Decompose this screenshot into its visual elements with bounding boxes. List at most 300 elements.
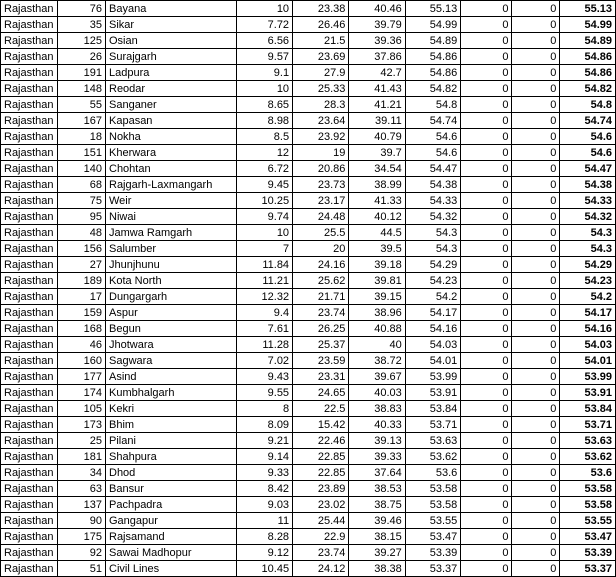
value-cell: 38.53 (349, 481, 405, 497)
value-cell: 39.81 (349, 273, 405, 289)
constituency-cell: Gangapur (106, 513, 237, 529)
value-cell: 53.63 (405, 433, 461, 449)
serial-cell: 51 (57, 561, 105, 577)
value-cell: 0 (461, 129, 512, 145)
state-cell: Rajasthan (1, 17, 58, 33)
value-cell: 10 (236, 81, 292, 97)
value-cell: 8 (236, 401, 292, 417)
total-cell: 54.99 (560, 17, 616, 33)
value-cell: 53.71 (405, 417, 461, 433)
total-cell: 54.74 (560, 113, 616, 129)
value-cell: 40 (349, 337, 405, 353)
value-cell: 0 (461, 81, 512, 97)
value-cell: 37.64 (349, 465, 405, 481)
value-cell: 39.67 (349, 369, 405, 385)
total-cell: 53.91 (560, 385, 616, 401)
serial-cell: 92 (57, 545, 105, 561)
value-cell: 8.98 (236, 113, 292, 129)
serial-cell: 26 (57, 49, 105, 65)
value-cell: 7 (236, 241, 292, 257)
constituency-cell: Dungargarh (106, 289, 237, 305)
value-cell: 39.33 (349, 449, 405, 465)
value-cell: 6.72 (236, 161, 292, 177)
table-row (1, 417, 616, 433)
value-cell: 24.16 (293, 257, 349, 273)
value-cell: 54.47 (405, 161, 461, 177)
constituency-cell: Pilani (106, 433, 237, 449)
total-cell: 54.86 (560, 49, 616, 65)
value-cell: 8.5 (236, 129, 292, 145)
table-row (1, 97, 616, 113)
value-cell: 0 (461, 305, 512, 321)
table-row (1, 497, 616, 513)
value-cell: 11 (236, 513, 292, 529)
table-row (1, 49, 616, 65)
value-cell: 22.85 (293, 449, 349, 465)
serial-cell: 55 (57, 97, 105, 113)
value-cell: 9.1 (236, 65, 292, 81)
table-row (1, 305, 616, 321)
value-cell: 0 (461, 433, 512, 449)
value-cell: 24.65 (293, 385, 349, 401)
total-cell: 54.82 (560, 81, 616, 97)
value-cell: 0 (461, 449, 512, 465)
value-cell: 23.02 (293, 497, 349, 513)
value-cell: 0 (512, 305, 560, 321)
total-cell: 54.6 (560, 129, 616, 145)
value-cell: 0 (512, 241, 560, 257)
state-cell: Rajasthan (1, 545, 58, 561)
total-cell: 54.8 (560, 97, 616, 113)
value-cell: 39.13 (349, 433, 405, 449)
value-cell: 0 (512, 177, 560, 193)
value-cell: 41.33 (349, 193, 405, 209)
value-cell: 0 (512, 65, 560, 81)
serial-cell: 159 (57, 305, 105, 321)
value-cell: 54.86 (405, 65, 461, 81)
value-cell: 0 (512, 545, 560, 561)
table-row (1, 241, 616, 257)
value-cell: 0 (461, 97, 512, 113)
serial-cell: 34 (57, 465, 105, 481)
value-cell: 28.3 (293, 97, 349, 113)
value-cell: 9.55 (236, 385, 292, 401)
value-cell: 26.46 (293, 17, 349, 33)
value-cell: 38.75 (349, 497, 405, 513)
state-cell: Rajasthan (1, 177, 58, 193)
value-cell: 54.32 (405, 209, 461, 225)
total-cell: 53.55 (560, 513, 616, 529)
value-cell: 0 (461, 113, 512, 129)
value-cell: 53.62 (405, 449, 461, 465)
serial-cell: 148 (57, 81, 105, 97)
value-cell: 27.9 (293, 65, 349, 81)
value-cell: 44.5 (349, 225, 405, 241)
state-cell: Rajasthan (1, 145, 58, 161)
value-cell: 0 (461, 65, 512, 81)
state-cell: Rajasthan (1, 337, 58, 353)
value-cell: 11.84 (236, 257, 292, 273)
value-cell: 0 (461, 257, 512, 273)
value-cell: 23.38 (293, 1, 349, 17)
constituency-cell: Kapasan (106, 113, 237, 129)
value-cell: 0 (461, 209, 512, 225)
value-cell: 0 (461, 33, 512, 49)
value-cell: 0 (461, 513, 512, 529)
value-cell: 10.25 (236, 193, 292, 209)
table-row (1, 449, 616, 465)
serial-cell: 174 (57, 385, 105, 401)
value-cell: 8.28 (236, 529, 292, 545)
value-cell: 38.83 (349, 401, 405, 417)
value-cell: 54.16 (405, 321, 461, 337)
value-cell: 0 (512, 193, 560, 209)
value-cell: 0 (461, 529, 512, 545)
constituency-cell: Jamwa Ramgarh (106, 225, 237, 241)
table-row (1, 353, 616, 369)
value-cell: 0 (512, 433, 560, 449)
state-cell: Rajasthan (1, 465, 58, 481)
state-cell: Rajasthan (1, 481, 58, 497)
value-cell: 0 (512, 145, 560, 161)
value-cell: 0 (461, 401, 512, 417)
table-row (1, 257, 616, 273)
state-cell: Rajasthan (1, 33, 58, 49)
total-cell: 53.47 (560, 529, 616, 545)
value-cell: 21.5 (293, 33, 349, 49)
constituency-cell: Kumbhalgarh (106, 385, 237, 401)
value-cell: 9.03 (236, 497, 292, 513)
table-row (1, 145, 616, 161)
value-cell: 0 (461, 385, 512, 401)
value-cell: 54.17 (405, 305, 461, 321)
value-cell: 54.01 (405, 353, 461, 369)
value-cell: 0 (461, 497, 512, 513)
value-cell: 26.25 (293, 321, 349, 337)
state-cell: Rajasthan (1, 401, 58, 417)
state-cell: Rajasthan (1, 497, 58, 513)
total-cell: 53.37 (560, 561, 616, 577)
value-cell: 0 (512, 225, 560, 241)
value-cell: 9.14 (236, 449, 292, 465)
serial-cell: 125 (57, 33, 105, 49)
constituency-cell: Ladpura (106, 65, 237, 81)
serial-cell: 137 (57, 497, 105, 513)
value-cell: 53.58 (405, 481, 461, 497)
state-cell: Rajasthan (1, 305, 58, 321)
value-cell: 0 (461, 417, 512, 433)
value-cell: 54.03 (405, 337, 461, 353)
serial-cell: 167 (57, 113, 105, 129)
constituency-cell: Bhim (106, 417, 237, 433)
table-row (1, 273, 616, 289)
table-row (1, 193, 616, 209)
constituency-cell: Sanganer (106, 97, 237, 113)
value-cell: 25.5 (293, 225, 349, 241)
value-cell: 10.45 (236, 561, 292, 577)
total-cell: 54.33 (560, 193, 616, 209)
serial-cell: 175 (57, 529, 105, 545)
value-cell: 0 (512, 289, 560, 305)
value-cell: 9.21 (236, 433, 292, 449)
serial-cell: 90 (57, 513, 105, 529)
value-cell: 9.74 (236, 209, 292, 225)
total-cell: 54.29 (560, 257, 616, 273)
value-cell: 0 (461, 241, 512, 257)
value-cell: 24.12 (293, 561, 349, 577)
value-cell: 0 (512, 337, 560, 353)
total-cell: 54.3 (560, 241, 616, 257)
serial-cell: 18 (57, 129, 105, 145)
value-cell: 9.12 (236, 545, 292, 561)
constituency-cell: Reodar (106, 81, 237, 97)
total-cell: 54.47 (560, 161, 616, 177)
value-cell: 39.11 (349, 113, 405, 129)
value-cell: 7.72 (236, 17, 292, 33)
value-cell: 34.54 (349, 161, 405, 177)
value-cell: 23.31 (293, 369, 349, 385)
value-cell: 0 (512, 465, 560, 481)
value-cell: 0 (512, 33, 560, 49)
value-cell: 7.61 (236, 321, 292, 337)
value-cell: 9.4 (236, 305, 292, 321)
constituency-cell: Chohtan (106, 161, 237, 177)
value-cell: 25.62 (293, 273, 349, 289)
serial-cell: 76 (57, 1, 105, 17)
value-cell: 23.89 (293, 481, 349, 497)
value-cell: 0 (512, 481, 560, 497)
value-cell: 54.29 (405, 257, 461, 273)
value-cell: 54.33 (405, 193, 461, 209)
table-row (1, 385, 616, 401)
state-cell: Rajasthan (1, 49, 58, 65)
constituency-cell: Rajgarh-Laxmangarh (106, 177, 237, 193)
constituency-cell: Kota North (106, 273, 237, 289)
value-cell: 7.02 (236, 353, 292, 369)
value-cell: 0 (512, 129, 560, 145)
serial-cell: 68 (57, 177, 105, 193)
value-cell: 0 (512, 257, 560, 273)
state-cell: Rajasthan (1, 561, 58, 577)
table-row (1, 481, 616, 497)
state-cell: Rajasthan (1, 65, 58, 81)
value-cell: 9.43 (236, 369, 292, 385)
value-cell: 38.38 (349, 561, 405, 577)
value-cell: 53.37 (405, 561, 461, 577)
table-row (1, 321, 616, 337)
constituency-cell: Begun (106, 321, 237, 337)
serial-cell: 75 (57, 193, 105, 209)
constituency-cell: Kekri (106, 401, 237, 417)
constituency-cell: Shahpura (106, 449, 237, 465)
value-cell: 0 (512, 369, 560, 385)
total-cell: 54.3 (560, 225, 616, 241)
value-cell: 0 (512, 321, 560, 337)
value-cell: 53.58 (405, 497, 461, 513)
serial-cell: 46 (57, 337, 105, 353)
value-cell: 0 (512, 161, 560, 177)
total-cell: 53.71 (560, 417, 616, 433)
state-cell: Rajasthan (1, 385, 58, 401)
value-cell: 11.28 (236, 337, 292, 353)
value-cell: 10 (236, 225, 292, 241)
value-cell: 53.39 (405, 545, 461, 561)
value-cell: 54.3 (405, 241, 461, 257)
value-cell: 0 (461, 273, 512, 289)
serial-cell: 156 (57, 241, 105, 257)
total-cell: 54.03 (560, 337, 616, 353)
value-cell: 25.33 (293, 81, 349, 97)
value-cell: 54.74 (405, 113, 461, 129)
value-cell: 19 (293, 145, 349, 161)
value-cell: 40.46 (349, 1, 405, 17)
table-row (1, 529, 616, 545)
serial-cell: 48 (57, 225, 105, 241)
value-cell: 53.99 (405, 369, 461, 385)
value-cell: 54.23 (405, 273, 461, 289)
value-cell: 22.9 (293, 529, 349, 545)
value-cell: 0 (512, 97, 560, 113)
value-cell: 0 (512, 385, 560, 401)
table-row (1, 433, 616, 449)
table-row (1, 161, 616, 177)
value-cell: 23.69 (293, 49, 349, 65)
constituency-cell: Pachpadra (106, 497, 237, 513)
value-cell: 54.38 (405, 177, 461, 193)
value-cell: 40.12 (349, 209, 405, 225)
value-cell: 8.09 (236, 417, 292, 433)
value-cell: 39.18 (349, 257, 405, 273)
value-cell: 23.73 (293, 177, 349, 193)
constituency-cell: Surajgarh (106, 49, 237, 65)
value-cell: 0 (461, 481, 512, 497)
total-cell: 53.99 (560, 369, 616, 385)
value-cell: 40.33 (349, 417, 405, 433)
table-body (1, 1, 616, 577)
value-cell: 54.6 (405, 145, 461, 161)
constituency-cell: Bansur (106, 481, 237, 497)
total-cell: 54.16 (560, 321, 616, 337)
table-row (1, 401, 616, 417)
value-cell: 0 (461, 561, 512, 577)
value-cell: 10 (236, 1, 292, 17)
table-row (1, 465, 616, 481)
table-row (1, 33, 616, 49)
total-cell: 54.2 (560, 289, 616, 305)
state-cell: Rajasthan (1, 369, 58, 385)
serial-cell: 181 (57, 449, 105, 465)
value-cell: 15.42 (293, 417, 349, 433)
total-cell: 54.23 (560, 273, 616, 289)
value-cell: 8.65 (236, 97, 292, 113)
value-cell: 0 (461, 465, 512, 481)
value-cell: 0 (461, 1, 512, 17)
value-cell: 22.46 (293, 433, 349, 449)
state-cell: Rajasthan (1, 193, 58, 209)
value-cell: 0 (512, 497, 560, 513)
value-cell: 38.15 (349, 529, 405, 545)
state-cell: Rajasthan (1, 353, 58, 369)
value-cell: 39.79 (349, 17, 405, 33)
state-cell: Rajasthan (1, 209, 58, 225)
constituency-cell: Salumber (106, 241, 237, 257)
serial-cell: 168 (57, 321, 105, 337)
value-cell: 53.91 (405, 385, 461, 401)
value-cell: 11.21 (236, 273, 292, 289)
table-row (1, 289, 616, 305)
value-cell: 9.33 (236, 465, 292, 481)
value-cell: 23.92 (293, 129, 349, 145)
constituency-cell: Rajsamand (106, 529, 237, 545)
value-cell: 25.44 (293, 513, 349, 529)
value-cell: 0 (461, 177, 512, 193)
value-cell: 23.17 (293, 193, 349, 209)
value-cell: 12.32 (236, 289, 292, 305)
serial-cell: 160 (57, 353, 105, 369)
constituency-cell: Aspur (106, 305, 237, 321)
value-cell: 6.56 (236, 33, 292, 49)
value-cell: 0 (461, 545, 512, 561)
constituency-cell: Weir (106, 193, 237, 209)
value-cell: 42.7 (349, 65, 405, 81)
table-row (1, 225, 616, 241)
value-cell: 39.36 (349, 33, 405, 49)
value-cell: 54.2 (405, 289, 461, 305)
constituency-cell: Sagwara (106, 353, 237, 369)
total-cell: 53.58 (560, 497, 616, 513)
value-cell: 22.5 (293, 401, 349, 417)
total-cell: 55.13 (560, 1, 616, 17)
value-cell: 22.85 (293, 465, 349, 481)
table-row (1, 177, 616, 193)
serial-cell: 35 (57, 17, 105, 33)
total-cell: 53.62 (560, 449, 616, 465)
serial-cell: 151 (57, 145, 105, 161)
state-cell: Rajasthan (1, 417, 58, 433)
value-cell: 54.82 (405, 81, 461, 97)
value-cell: 12 (236, 145, 292, 161)
value-cell: 0 (512, 209, 560, 225)
state-cell: Rajasthan (1, 257, 58, 273)
value-cell: 9.45 (236, 177, 292, 193)
state-cell: Rajasthan (1, 513, 58, 529)
total-cell: 54.17 (560, 305, 616, 321)
table-row (1, 337, 616, 353)
serial-cell: 17 (57, 289, 105, 305)
value-cell: 38.96 (349, 305, 405, 321)
table-row (1, 81, 616, 97)
value-cell: 20 (293, 241, 349, 257)
value-cell: 54.99 (405, 17, 461, 33)
total-cell: 53.39 (560, 545, 616, 561)
total-cell: 53.58 (560, 481, 616, 497)
value-cell: 55.13 (405, 1, 461, 17)
value-cell: 0 (512, 353, 560, 369)
value-cell: 0 (512, 17, 560, 33)
constituency-cell: Sikar (106, 17, 237, 33)
value-cell: 0 (512, 529, 560, 545)
value-cell: 0 (461, 289, 512, 305)
value-cell: 23.64 (293, 113, 349, 129)
state-cell: Rajasthan (1, 1, 58, 17)
serial-cell: 105 (57, 401, 105, 417)
value-cell: 39.7 (349, 145, 405, 161)
constituency-cell: Nokha (106, 129, 237, 145)
state-cell: Rajasthan (1, 161, 58, 177)
state-cell: Rajasthan (1, 273, 58, 289)
value-cell: 0 (512, 401, 560, 417)
total-cell: 54.32 (560, 209, 616, 225)
